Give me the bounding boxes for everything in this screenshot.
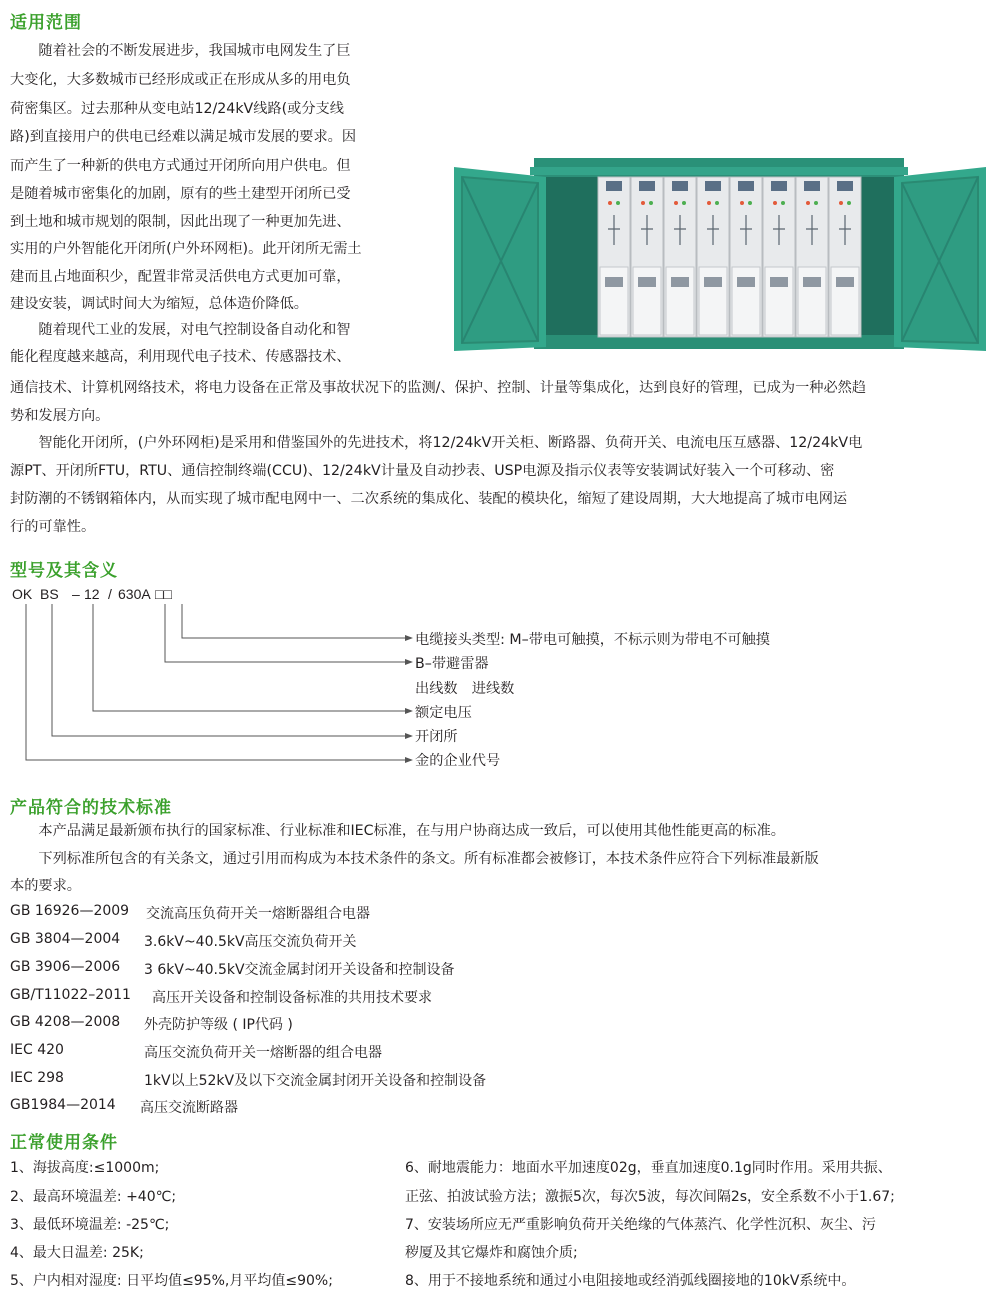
paragraph-line: 随着社会的不断发展进步，我国城市电网发生了巨 <box>10 43 351 59</box>
paragraph-line: 行的可靠性。 <box>10 519 96 535</box>
standard-desc: 高压交流断路器 <box>140 1100 238 1116</box>
section-title-scope: 适用范围 <box>10 13 82 33</box>
condition-item: 6、耐地震能力：地面水平加速度02g，垂直加速度0.1g同时作用。采用共振、 <box>405 1160 892 1176</box>
condition-item: 7、安装场所应无严重影响负荷开关绝缘的气体蒸汽、化学性沉积、灰尘、污 <box>405 1217 876 1233</box>
model-label-arrester: B–带避雷器 <box>415 656 489 672</box>
paragraph-line: 封防潮的不锈钢箱体内，从而实现了城市配电网中一、二次系统的集成化、装配的模块化，缩短了建设周期，大大地提高了城市电网运 <box>10 491 848 507</box>
standard-desc: 交流高压负荷开关一熔断器组合电器 <box>146 906 370 922</box>
model-label-company-code: 金的企业代号 <box>415 753 501 769</box>
model-part-ok: OK <box>12 586 33 602</box>
standard-code: IEC 298 <box>10 1070 64 1086</box>
condition-item: 秽厦及其它爆炸和腐蚀介质; <box>405 1245 578 1261</box>
paragraph-line: 势和发展方向。 <box>10 408 110 424</box>
paragraph-line: 通信技术、计算机网络技术，将电力设备在正常及事故状况下的监测/、保护、控制、计量等集成化，达到良好的管理，已成为一种必然趋 <box>10 380 867 396</box>
model-label-voltage: 额定电压 <box>415 705 472 721</box>
standard-desc: 高压交流负荷开关一熔断器的组合电器 <box>144 1045 382 1061</box>
paragraph-line: 实用的户外智能化开闭所(户外环网柜)。此开闭所无需土 <box>10 241 362 257</box>
standard-desc: 高压开关设备和控制设备标准的共用技术要求 <box>152 990 432 1006</box>
paragraph-line: 能化程度越来越高，利用现代电子技术、传感器技术、 <box>10 349 351 365</box>
condition-item: 1、海拔高度:≤1000m; <box>10 1160 160 1176</box>
standards-intro-line: 本产品满足最新颁布执行的国家标准、行业标准和IEC标准，在与用户协商达成一致后，可以使用其他性能更高的标准。 <box>10 823 785 839</box>
ring-main-unit-photo <box>450 155 990 357</box>
section-title-model: 型号及其含义 <box>10 561 118 581</box>
standard-desc: 3 6kV~40.5kV交流金属封闭开关设备和控制设备 <box>144 962 455 978</box>
paragraph-line: 智能化开闭所，(户外环网柜)是采用和借鉴国外的先进技术，将12/24kV开关柜、断路器、负荷开关、电流电压互感器、12/24kV电 <box>10 435 863 451</box>
condition-item: 正弦、拍波试验方法；激振5次，每次5波，每次间隔2s，安全系数不小于1.67; <box>405 1189 895 1205</box>
paragraph-line: 路)到直接用户的供电已经难以满足城市发展的要求。因 <box>10 129 357 145</box>
condition-item: 2、最高环境温差: +40℃; <box>10 1189 177 1205</box>
standards-intro-line: 本的要求。 <box>10 878 81 894</box>
model-part-voltage: 12 <box>84 586 100 602</box>
model-part-current: 630A <box>118 586 151 602</box>
section-title-standards: 产品符合的技术标准 <box>10 798 172 818</box>
model-label-lines: 出线数 进线数 <box>415 681 515 697</box>
model-label-switch-station: 开闭所 <box>415 729 458 745</box>
standards-intro-line: 下列标准所包含的有关条文，通过引用而构成为本技术条件的条文。所有标准都会被修订，本技术条件应符合下列标准最新版 <box>10 851 819 867</box>
paragraph-line: 源PT、开闭所FTU，RTU、通信控制终端(CCU)、12/24kV计量及自动抄表、USP电源及指示仪表等安装调试好装入一个可移动、密 <box>10 463 835 479</box>
standard-code: IEC 420 <box>10 1042 64 1058</box>
condition-item: 8、用于不接地系统和通过小电阻接地或经消弧线圈接地的10kV系统中。 <box>405 1273 856 1289</box>
condition-item: 4、最大日温差: 25K; <box>10 1245 144 1261</box>
condition-item: 5、户内相对湿度: 日平均值≤95%,月平均值≤90%; <box>10 1273 333 1289</box>
model-part-dash: – <box>72 586 80 602</box>
standard-code: GB 3906—2006 <box>10 959 121 975</box>
paragraph-line: 而产生了一种新的供电方式通过开闭所向用户供电。但 <box>10 158 351 174</box>
paragraph-line: 荷密集区。过去那种从变电站12/24kV线路(或分支线 <box>10 101 344 117</box>
standard-desc: 1kV以上52kV及以下交流金属封闭开关设备和控制设备 <box>144 1073 487 1089</box>
paragraph-line: 随着现代工业的发展，对电气控制设备自动化和智 <box>10 322 351 338</box>
standard-code: GB 3804—2004 <box>10 931 121 947</box>
model-part-boxes: □□ <box>155 586 172 602</box>
standard-code: GB 16926—2009 <box>10 903 130 919</box>
standard-code: GB/T11022–2011 <box>10 987 131 1003</box>
paragraph-line: 建而且占地面积少，配置非常灵活供电方式更加可靠， <box>10 269 351 285</box>
paragraph-line: 大变化，大多数城市已经形成或正在形成从多的用电负 <box>10 72 351 88</box>
paragraph-line: 建设安装，调试时间大为缩短，总体造价降低。 <box>10 296 308 312</box>
model-part-slash: / <box>108 586 112 602</box>
standard-desc: 外壳防护等级 ( IP代码 ) <box>144 1017 293 1033</box>
paragraph-line: 到土地和城市规划的限制，因此出现了一种更加先进、 <box>10 214 351 230</box>
paragraph-line: 是随着城市密集化的加剧，原有的些土建型开闭所已受 <box>10 186 351 202</box>
standard-code: GB 4208—2008 <box>10 1014 121 1030</box>
condition-item: 3、最低环境温差: -25℃; <box>10 1217 170 1233</box>
standard-desc: 3.6kV~40.5kV高压交流负荷开关 <box>144 934 357 950</box>
section-title-conditions: 正常使用条件 <box>10 1133 118 1153</box>
model-part-bs: BS <box>40 586 59 602</box>
standard-code: GB1984—2014 <box>10 1097 116 1113</box>
model-label-connector: 电缆接头类型: M–带电可触摸，不标示则为带电不可触摸 <box>415 632 770 648</box>
